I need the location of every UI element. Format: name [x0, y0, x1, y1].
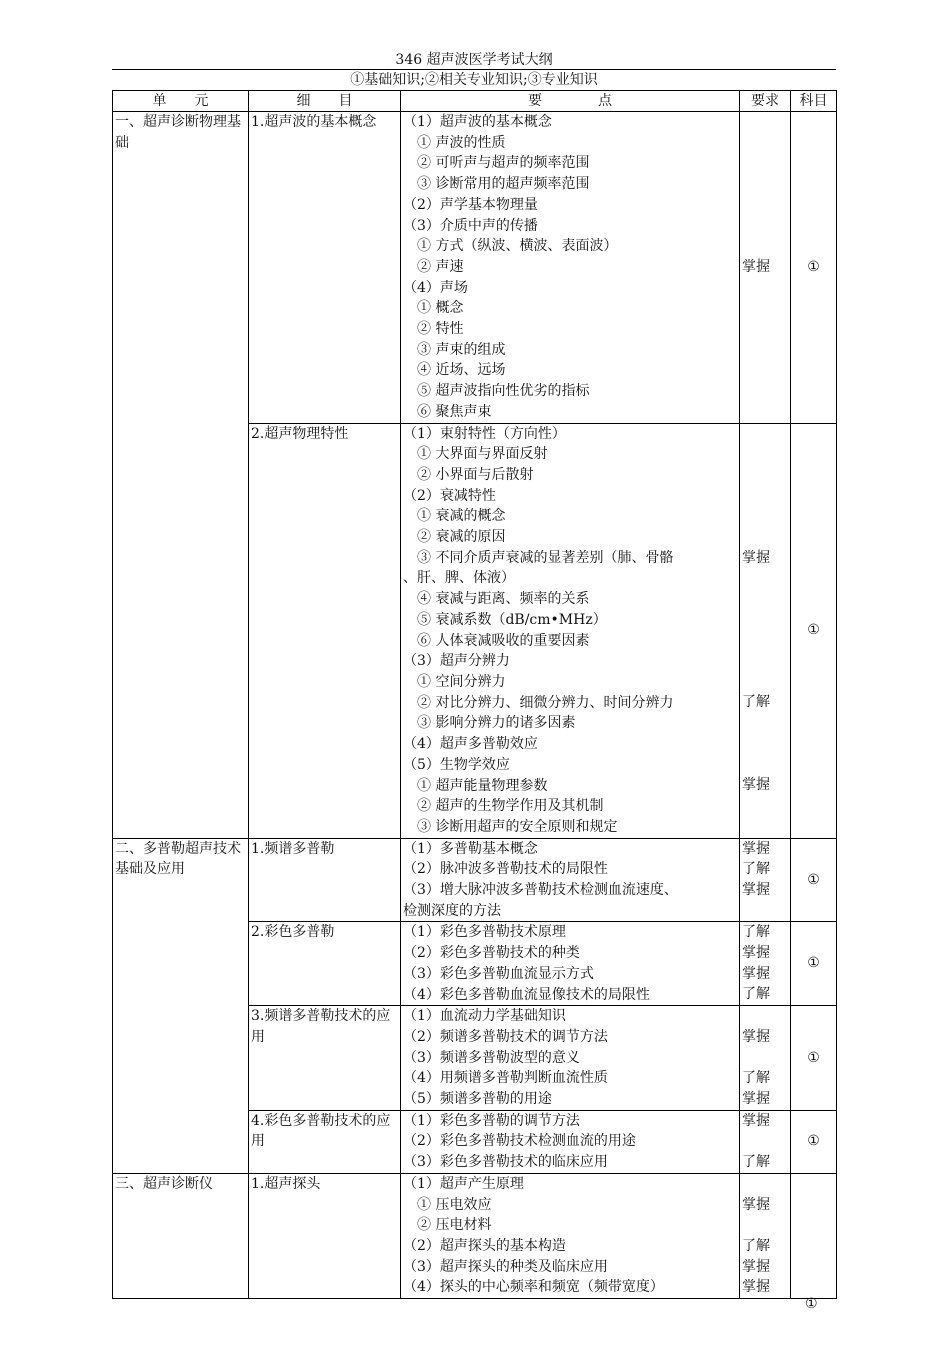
point-line: 、肝、脾、体液）	[403, 570, 515, 587]
requirement-value	[742, 236, 788, 257]
header-unit: 单 元	[113, 91, 249, 112]
requirement-value: 掌握	[742, 1196, 770, 1213]
point-line: （4）探头的中心频率和频宽（频带宽度）	[403, 1279, 664, 1296]
requirement-cell	[740, 1110, 791, 1173]
requirement-value	[742, 1048, 788, 1069]
item-cell: 3.频谱多普勒技术的应用	[249, 1006, 401, 1111]
header-points: 要 点	[401, 91, 740, 112]
point-line: ① 衰减的概念	[417, 508, 506, 525]
subject-cell: ①	[791, 1110, 837, 1173]
point-line: （4）超声多普勒效应	[403, 736, 538, 753]
requirement-value	[742, 278, 788, 299]
requirement-value: 了解	[742, 694, 770, 711]
requirement-value: 了解	[742, 924, 770, 941]
points-cell	[401, 1110, 740, 1173]
requirement-value	[742, 630, 788, 651]
requirement-value	[742, 651, 788, 672]
requirement-value	[742, 755, 788, 776]
requirement-value	[742, 589, 788, 610]
requirement-value: 掌握	[742, 258, 770, 275]
point-line: ① 大界面与界面反射	[417, 446, 548, 463]
points-cell	[401, 922, 740, 1006]
points-cell	[401, 112, 740, 424]
unit-cell: 二、多普勒超声技术基础及应用	[113, 838, 249, 1173]
requirement-value: 掌握	[742, 549, 770, 566]
point-line: （1）血流动力学基础知识	[403, 1008, 566, 1025]
requirement-value	[742, 424, 788, 445]
point-line: ② 可听声与超声的频率范围	[417, 155, 590, 172]
requirement-value: 掌握	[742, 965, 770, 982]
requirement-value	[742, 817, 788, 838]
point-line: 检测深度的方法	[403, 902, 501, 919]
point-line: （4）彩色多普勒血流显像技术的局限性	[403, 986, 650, 1003]
requirement-value: 掌握	[742, 1258, 770, 1275]
requirement-value	[742, 734, 788, 755]
point-line: ⑥ 人体衰减吸收的重要因素	[417, 632, 590, 649]
page-subtitle: ①基础知识;②相关专业知识;③专业知识	[350, 72, 598, 88]
requirement-value	[742, 506, 788, 527]
requirement-value: 了解	[742, 1237, 770, 1254]
point-line: （5）频谱多普勒的用途	[403, 1091, 552, 1108]
point-line: （4）声场	[403, 279, 468, 296]
requirement-value	[742, 713, 788, 734]
item-cell: 2.超声物理特性	[249, 423, 401, 838]
requirement-value: 掌握	[742, 777, 770, 794]
point-line: ④ 近场、远场	[417, 362, 506, 379]
points-cell	[401, 838, 740, 922]
point-line: ⑤ 超声波指向性优劣的指标	[417, 383, 590, 400]
point-line: ③ 诊断用超声的安全原则和规定	[417, 818, 618, 835]
unit-cell: 三、超声诊断仪	[113, 1173, 249, 1298]
point-line: ③ 不同介质声衰减的显著差别（肺、骨骼	[417, 549, 674, 566]
requirement-value: 掌握	[742, 1090, 770, 1107]
point-line: （3）频谱多普勒波型的意义	[403, 1049, 580, 1066]
point-line: （3）增大脉冲波多普勒技术检测血流速度、	[403, 882, 678, 899]
requirement-value	[742, 1131, 788, 1152]
subject-cell: ①	[791, 838, 837, 922]
requirement-cell	[740, 922, 791, 1006]
point-line: （2）超声探头的基本构造	[403, 1237, 566, 1254]
point-line: （2）彩色多普勒技术检测血流的用途	[403, 1133, 636, 1150]
subject-cell: ①	[791, 1006, 837, 1111]
requirement-value	[742, 319, 788, 340]
item-cell: 4.彩色多普勒技术的应用	[249, 1110, 401, 1173]
requirement-value: 掌握	[742, 1028, 770, 1045]
trailing-subject-mark: ①	[805, 1296, 818, 1312]
requirement-cell	[740, 1006, 791, 1111]
item-cell: 2.彩色多普勒	[249, 922, 401, 1006]
point-line: ⑥ 聚焦声束	[417, 403, 492, 420]
table-header-row	[113, 91, 837, 112]
point-line: ② 小界面与后散射	[417, 466, 534, 483]
header-requirement: 要求	[740, 91, 791, 112]
point-line: （4）用频谱多普勒判断血流性质	[403, 1070, 608, 1087]
point-line: （5）生物学效应	[403, 756, 510, 773]
point-line: （2）脉冲波多普勒技术的局限性	[403, 861, 608, 878]
unit-cell: 一、超声诊断物理基础	[113, 112, 249, 839]
item-cell: 1.超声波的基本概念	[249, 112, 401, 424]
requirement-value	[742, 610, 788, 631]
point-line: （1）彩色多普勒的调节方法	[403, 1112, 580, 1129]
requirement-value	[742, 153, 788, 174]
requirement-value	[742, 360, 788, 381]
point-line: （3）超声探头的种类及临床应用	[403, 1258, 608, 1275]
point-line: ② 对比分辨力、细微分辨力、时间分辨力	[417, 694, 674, 711]
point-line: （1）多普勒基本概念	[403, 840, 538, 857]
subject-cell: ①	[791, 922, 837, 1006]
point-line: ① 空间分辨力	[417, 673, 506, 690]
requirement-value: 了解	[742, 986, 770, 1003]
requirement-value	[742, 195, 788, 216]
requirement-value	[742, 672, 788, 693]
requirement-value	[742, 112, 788, 133]
point-line: ③ 诊断常用的超声频率范围	[417, 176, 590, 193]
subject-cell	[791, 1173, 837, 1298]
point-line: ② 压电材料	[417, 1217, 492, 1234]
requirement-value	[742, 1174, 788, 1195]
point-line: （1）超声波的基本概念	[403, 114, 552, 130]
points-cell	[401, 423, 740, 838]
point-line: ③ 声束的组成	[417, 341, 506, 358]
requirement-cell	[740, 112, 791, 424]
subject-cell: ①	[791, 423, 837, 838]
requirement-cell	[740, 423, 791, 838]
point-line: （2）频谱多普勒技术的调节方法	[403, 1028, 608, 1045]
requirement-value	[742, 381, 788, 402]
table-row	[113, 112, 837, 424]
subject-cell: ①	[791, 112, 837, 424]
requirement-value: 了解	[742, 861, 770, 878]
point-line: ② 衰减的原因	[417, 529, 506, 546]
requirement-value	[742, 298, 788, 319]
requirement-value	[742, 1215, 788, 1236]
points-cell	[401, 1006, 740, 1111]
header-item: 细 目	[249, 91, 401, 112]
point-line: （1）束射特性（方向性）	[403, 425, 566, 442]
requirement-value: 掌握	[742, 1279, 770, 1296]
page-title: 346 超声波医学考试大纲	[112, 52, 836, 70]
point-line: ② 超声的生物学作用及其机制	[417, 798, 604, 815]
requirement-value	[742, 133, 788, 154]
point-line: ② 特性	[417, 321, 464, 338]
requirement-cell	[740, 1173, 791, 1298]
requirement-value: 了解	[742, 1154, 770, 1171]
requirement-value	[742, 796, 788, 817]
point-line: ① 压电效应	[417, 1196, 492, 1213]
requirement-value	[742, 215, 788, 236]
requirement-value	[742, 174, 788, 195]
requirement-value	[742, 402, 788, 423]
requirement-value: 掌握	[742, 840, 770, 857]
table-row	[113, 838, 837, 922]
table-body	[113, 112, 837, 1299]
points-cell	[401, 1173, 740, 1298]
item-cell: 1.频谱多普勒	[249, 838, 401, 922]
point-line: ② 声速	[417, 258, 464, 275]
point-line: （2）彩色多普勒技术的种类	[403, 945, 580, 962]
requirement-value	[742, 527, 788, 548]
point-line: （2）衰减特性	[403, 487, 496, 504]
requirement-value	[742, 486, 788, 507]
requirement-value: 掌握	[742, 881, 770, 898]
point-line: ① 声波的性质	[417, 134, 506, 151]
point-line: （1）彩色多普勒技术原理	[403, 924, 566, 941]
requirement-value	[742, 340, 788, 361]
requirement-value	[742, 568, 788, 589]
point-line: （3）介质中声的传播	[403, 217, 538, 234]
requirement-value	[742, 465, 788, 486]
table-row	[113, 1173, 837, 1298]
requirement-value	[742, 444, 788, 465]
requirement-value	[742, 1006, 788, 1027]
syllabus-table	[112, 90, 837, 1299]
point-line: （2）声学基本物理量	[403, 196, 538, 213]
requirement-cell	[740, 838, 791, 922]
item-cell: 1.超声探头	[249, 1173, 401, 1298]
requirement-value: 掌握	[742, 1112, 770, 1129]
point-line: ⑤ 衰减系数（dB/cm•MHz）	[417, 611, 607, 628]
point-line: ① 概念	[417, 300, 464, 317]
point-line: ④ 衰减与距离、频率的关系	[417, 591, 590, 608]
header-subject: 科目	[791, 91, 837, 112]
document-page	[112, 52, 836, 1312]
requirement-value: 了解	[742, 1070, 770, 1087]
point-line: （3）彩色多普勒技术的临床应用	[403, 1154, 608, 1171]
requirement-value	[742, 901, 788, 922]
point-line: （3）超声分辨力	[403, 653, 510, 670]
requirement-value: 掌握	[742, 945, 770, 962]
point-line: （3）彩色多普勒血流显示方式	[403, 965, 594, 982]
point-line: ③ 影响分辨力的诸多因素	[417, 715, 576, 732]
point-line: ① 超声能量物理参数	[417, 777, 548, 794]
point-line: （1）超声产生原理	[403, 1175, 524, 1192]
point-line: ① 方式（纵波、横波、表面波）	[417, 238, 618, 255]
